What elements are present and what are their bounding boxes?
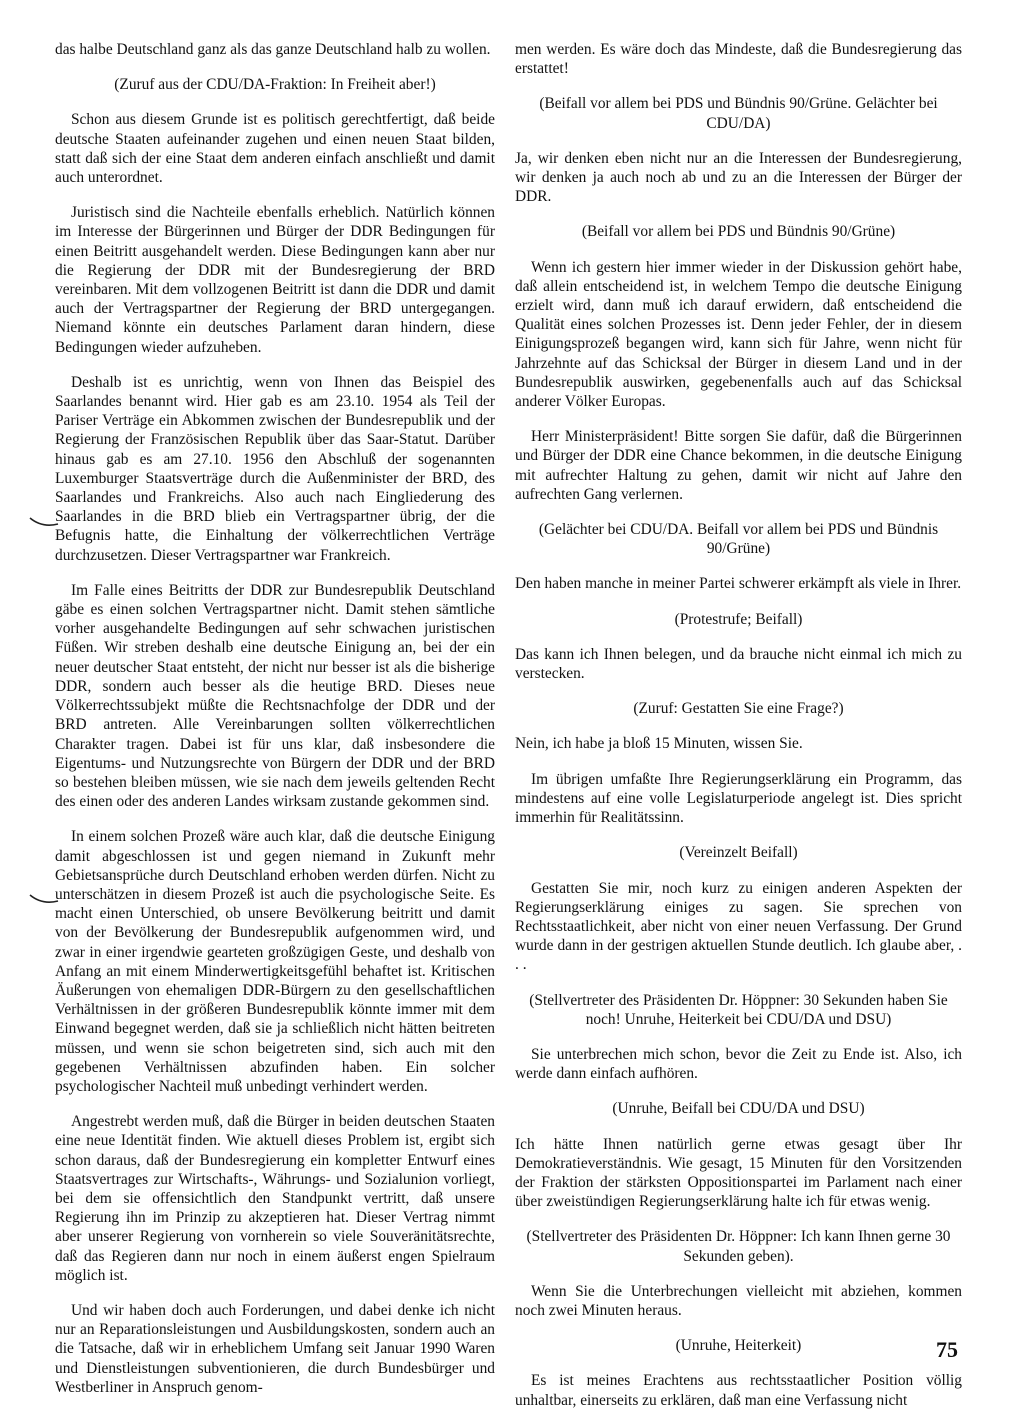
paragraph: Herr Ministerpräsident! Bitte sorgen Sie dafür, daß die Bürgerinnen und Bürger der DDR eine Chance bekommen, in die deutsche Einigung mit aufrechter Haltung zu gehen, damit wir nicht auf Jahre den aufrechten Gang verlernen. xyxy=(515,428,962,503)
paragraph: In einem solchen Prozeß wäre auch klar, daß die deutsche Einigung damit abgeschlossen ist und gegen niemand in Zukunft mehr Gebietsansprüche durch Deutschland erhoben werden dürfen. Nicht zu unterschätzen in diesem Prozeß ist auch die psychologische Seite. Es macht einen Unterschied, ob unsere Bevölkerung beitritt und damit von der Bevölkerung der Bundesrepublik aufgenommen wird, und zwar in einer irgendwie gearteten großzügigen Geste, und deshalb von Anfang an mit einem Minderwertigkeitsgefühl behaftet ist. Kritischen Äußerungen von ehemaligen DDR-Bürgern zu den gesellschaftlichen Verhältnissen in der größeren Bundesrepublik könnte immer mit dem Einwand begegnet werden, daß sie ja schließlich nicht hätten beitreten müssen, und wenn sie schon beigetreten sind, sich auch mit den gegebenen Verhältnissen abzufinden haben. Ein solcher psychologischer Nachteil muß unbedingt verhindert werden. xyxy=(55,828,495,1095)
paragraph: Im Falle eines Beitritts der DDR zur Bundesrepublik Deutschland gäbe es einen solchen Vertragspartner nicht. Damit stehen sämtliche vorher ausgehandelte Bedingungen auf sehr schwachen juristischen Füßen. Wir streben deshalb eine deutsche Einigung an, bei der ein neuer deutscher Staat entsteht, der nicht nur besser ist als die bisherige DDR, sondern auch besser als die heutige BRD. Dieses neue Völkerrechtssubjekt müßte die Rechtsnachfolge der DDR und der BRD antreten. Alle Vereinbarungen sollten völkerrechtlichen Charakter tragen. Dabei ist für uns klar, daß insbesondere die Eigentums- und Nutzungsrechte von Bürgern der DDR und der BRD so bestehen bleiben müssen, wie sie nach dem jeweils geltenden Recht des einen oder des anderen Landes wirksam zustande gekommen sind. xyxy=(55,581,495,811)
paragraph: Gestatten Sie mir, noch kurz zu einigen anderen Aspekten der Regierungserklärung einiges zu sagen. Sie sprechen von Rechtsstaatlichkeit, aber nicht von einer neuen Verfassung. Der Grund wurde dann in der gestrigen aktuellen Stunde deutlich. Ich glaube aber, . . . xyxy=(515,879,962,974)
interjection: (Unruhe, Heiterkeit) xyxy=(675,1337,802,1355)
paragraph: Angestrebt werden muß, daß die Bürger in beiden deutschen Staaten eine neue Identität finden. Wie aktuell dieses Problem ist, ergibt sich schon daraus, daß der Bundesregierung ein kompletter Entwurf eines Staatsvertrages zur Wirtschafts-, Währungs- und Sozialunion vorliegt, bei dem sie offensichtlich den Standpunkt vertritt, daß unsere Regierung ihn im Prinzip zu akzeptieren hat. Dieser Vertrag nimmt aber unserer Regierung von vornherein so viele Souveränitätsrechte, daß das Regieren dann nur noch in einem äußerst engen Spielraum möglich ist. xyxy=(55,1113,495,1284)
interjection: (Beifall vor allem bei PDS und Bündnis 90/Grüne) xyxy=(581,223,896,241)
paragraph: Den haben manche in meiner Partei schwerer erkämpft als viele in Ihrer. xyxy=(515,575,962,593)
interjection: (Vereinzelt Beifall) xyxy=(679,844,798,862)
paragraph: Juristisch sind die Nachteile ebenfalls erheblich. Natürlich können im Interesse der Bürgerinnen und Bürger der DDR Bedingungen für einen Beitritt ausgehandelt werden. Diese Bedingungen kann aber nur die Regierung der DDR mit der Bundesregierung der BRD vereinbaren. Mit dem vollzogenen Beitritt ist dann die DDR und damit auch der Vertragspartner der Regierung der BRD untergegangen. Niemand könnte ein deutsches Parlament daran hindern, diese Bedingungen wieder aufzuheben. xyxy=(55,204,495,356)
right-column xyxy=(515,40,962,1426)
paragraph: Nein, ich habe ja bloß 15 Minuten, wissen Sie. xyxy=(515,735,803,753)
paragraph: Schon aus diesem Grunde ist es politisch gerechtfertigt, daß beide deutsche Staaten aufeinander zugehen und einen neuen Staat bilden, statt daß sich der eine Staat dem anderen einfach anschließt und damit auch unterordnet. xyxy=(55,111,495,187)
paragraph: Wenn Sie die Unterbrechungen vielleicht mit abziehen, kommen noch zwei Minuten heraus. xyxy=(515,1282,962,1319)
page-number: 75 xyxy=(936,1337,958,1362)
paragraph: Das kann ich Ihnen belegen, und da brauche nicht einmal ich mich zu verstecken. xyxy=(515,645,962,683)
interjection: (Gelächter bei CDU/DA. Beifall vor allem bei PDS und Bündnis 90/Grüne) xyxy=(538,521,939,558)
paragraph: Im übrigen umfaßte Ihre Regierungserklärung ein Programm, das mindestens auf eine volle Legislaturperiode angelegt ist. Dies spricht immerhin für Realitätssinn. xyxy=(515,770,962,827)
interjection: (Zuruf aus der CDU/DA-Fraktion: In Freiheit aber!) xyxy=(114,76,436,94)
paragraph: Wenn ich gestern hier immer wieder in der Diskussion gehört habe, daß allein entscheidend ist, in welchem Tempo die deutsche Einigung erzielt wird, dann muß ich darauf erwidern, daß entscheidend die Qualität eines solchen Prozesses ist. Denn jeder Fehler, der in diesem Einigungsprozeß begangen wird, kann sich für Jahre, wenn nicht für Jahrzehnte auf das Schicksal der Bürger in diesem Land und in der Bundesrepublik auswirken, gegebenenfalls auch auf das Schicksal anderer Völker Europas. xyxy=(515,258,962,411)
interjection: (Unruhe, Beifall bei CDU/DA und DSU) xyxy=(612,1100,865,1118)
paragraph: Sie unterbrechen mich schon, bevor die Zeit zu Ende ist. Also, ich werde dann einfach aufhören. xyxy=(515,1045,962,1083)
paragraph: Und wir haben doch auch Forderungen, und dabei denke ich nicht nur an Reparationsleistungen und Ausbildungskosten, sondern auch an die Tatsache, daß wir in erheblichem Umfang seit Januar 1990 Waren und Dienstleistungen subventionieren, die durch Bundesbürger und Westberliner in Anspruch genom- xyxy=(55,1301,495,1396)
paragraph: Ja, wir denken eben nicht nur an die Interessen der Bundesregierung, wir denken ja auch noch ab und zu an die Interessen der Bürger der DDR. xyxy=(515,149,962,206)
left-column xyxy=(55,40,495,1413)
paragraph: Deshalb ist es unrichtig, wenn von Ihnen das Beispiel des Saarlandes benannt wird. Hier gab es am 23.10. 1954 als Teil der Pariser Verträge ein Abkommen zwischen der Bundesrepublik und der Regierung der Französischen Republik über das Saar-Statut. Darüber hinaus gab es am 27.10. 1956 den Abschluß der sogenannten Luxemburger Staatsverträge durch die Außenminister der BRD, des Saarlandes und Frankreichs. Also auch nach Eingliederung des Saarlandes in die BRD blieb ein Vertragspartner übrig, der die Befugnis hatte, die Einhaltung der völkerrechtlichen Verträge durchzusetzen. Dieser Vertragspartner war Frankreich. xyxy=(55,373,495,564)
interjection: (Stellvertreter des Präsidenten Dr. Höppner: Ich kann Ihnen gerne 30 Sekunden geben). xyxy=(526,1228,951,1265)
binding-mark xyxy=(28,893,60,907)
interjection: (Protestrufe; Beifall) xyxy=(674,610,803,628)
paragraph: men werden. Es wäre doch das Mindeste, daß die Bundesregierung das erstattet! xyxy=(515,41,962,78)
paragraph: Ich hätte Ihnen natürlich gerne etwas gesagt über Ihr Demokratieverständnis. Wie gesagt, 15 Minuten für den Vorsitzenden der Fraktion der stärksten Oppositionspartei im Parlament nach einer über zweistündigen Regierungserklärung halte ich für etwas wenig. xyxy=(515,1135,962,1211)
interjection: (Beifall vor allem bei PDS und Bündnis 90/Grüne. Gelächter bei CDU/DA) xyxy=(539,95,938,132)
interjection: (Stellvertreter des Präsidenten Dr. Höppner: 30 Sekunden haben Sie noch! Unruhe, Heiterkeit bei CDU/DA und DSU) xyxy=(529,991,948,1028)
paragraph: Es ist meines Erachtens aus rechtsstaatlicher Position völlig unhaltbar, einerseits zu erklären, daß man eine Verfassung nicht xyxy=(515,1372,962,1409)
interjection: (Zuruf: Gestatten Sie eine Frage?) xyxy=(633,700,844,718)
binding-mark xyxy=(28,516,60,530)
paragraph: das halbe Deutschland ganz als das ganze Deutschland halb zu wollen. xyxy=(55,41,491,58)
